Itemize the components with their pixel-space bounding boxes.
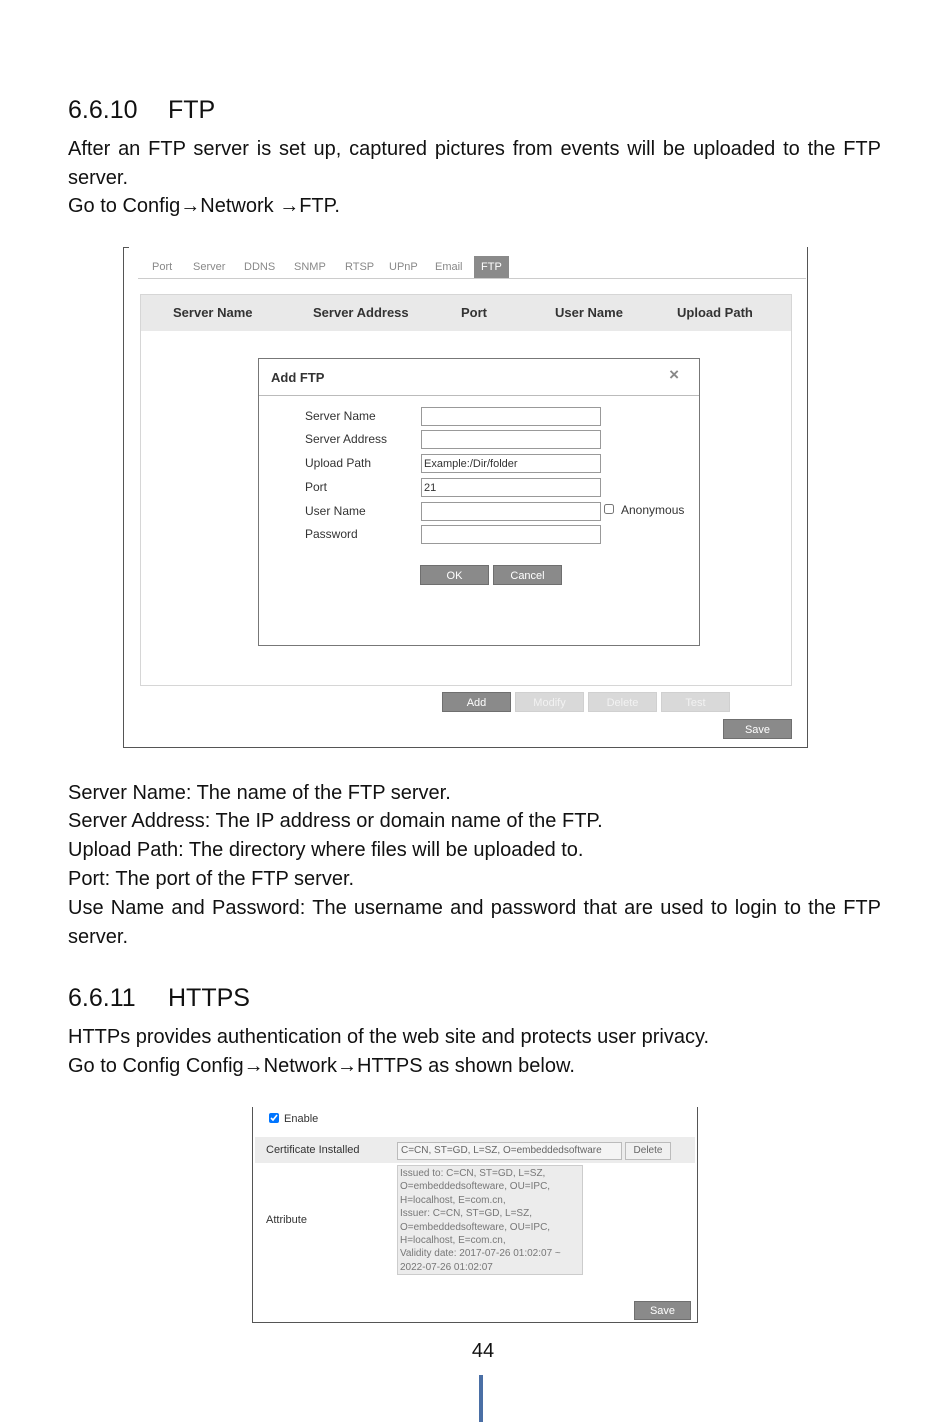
section-number: 6.6.10 [68,96,138,124]
anonymous-checkbox[interactable] [604,504,614,514]
password-input[interactable] [421,525,601,544]
tab-ddns[interactable]: DDNS [244,261,276,273]
desc-port: Port: The port of the FTP server. [68,868,355,890]
server-address-label: Server Address [305,432,388,446]
attribute-line: Validity date: 2017-07-26 01:02:07 ~ [400,1248,561,1260]
server-name-input[interactable] [421,407,601,426]
tab-server[interactable]: Server [193,261,226,273]
desc-upload-path: Upload Path: The directory where files will be uploaded to. [68,839,584,861]
ftp-intro: After an FTP server is set up, captured pictures from events will be uploaded to the FTP server. [68,138,881,189]
tab-email[interactable]: Email [435,261,463,273]
https-intro: HTTPs provides authentication of the web site and protects user privacy. [68,1026,710,1048]
column-upload-path: Upload Path [677,305,753,320]
https-goto: Go to Config Config→Network→HTTPS as shown below. [68,1055,575,1077]
desc-user-password: Use Name and Password: The username and password that are used to login to the FTP server. [68,897,881,948]
attribute-line: Issuer: C=CN, ST=GD, L=SZ, [400,1208,532,1220]
attribute-line: Issued to: C=CN, ST=GD, L=SZ, [400,1168,546,1179]
certificate-label: Certificate Installed [266,1144,360,1156]
https-screenshot [252,1107,698,1323]
delete-button[interactable]: Delete [588,692,657,712]
network-tabs [138,256,806,279]
modify-button[interactable]: Modify [515,692,584,712]
attribute-line: 2022-07-26 01:02:07 [400,1261,493,1273]
enable-checkbox[interactable] [269,1113,279,1123]
tab-rtsp[interactable]: RTSP [345,261,375,273]
test-button[interactable]: Test [661,692,730,712]
add-ftp-dialog [258,358,700,646]
attribute-line: O=embeddedsofteware, OU=IPC, [400,1181,551,1193]
upload-path-label: Upload Path [305,456,372,470]
delete-certificate-button[interactable]: Delete [625,1142,671,1160]
tab-ftp[interactable]: FTP [474,256,509,278]
https-save-button[interactable]: Save [634,1301,691,1320]
user-name-label: User Name [305,504,366,518]
desc-server-address: Server Address: The IP address or domain name of the FTP. [68,810,603,832]
cancel-button[interactable]: Cancel [493,565,562,585]
column-user-name: User Name [555,305,623,320]
section-heading-https [68,984,250,1013]
section-title: FTP [168,96,216,124]
attribute-label: Attribute [266,1214,307,1226]
enable-label: Enable [284,1113,319,1125]
server-name-label: Server Name [305,409,376,423]
section-number: 6.6.11 [68,984,136,1012]
close-icon[interactable]: × [669,365,679,384]
ftp-screenshot [123,247,808,748]
attribute-box [397,1165,583,1275]
add-button[interactable]: Add [442,692,511,712]
dialog-title: Add FTP [271,370,325,385]
ok-button[interactable]: OK [420,565,489,585]
section-heading-ftp [68,96,215,125]
attribute-line: H=localhost, E=com.cn, [400,1235,506,1247]
page-marker [479,1375,483,1422]
column-server-name: Server Name [173,305,253,320]
port-input[interactable] [421,478,601,497]
user-name-input[interactable] [421,502,601,521]
anonymous-label: Anonymous [621,503,685,517]
page-number: 44 [471,1340,495,1362]
save-button[interactable]: Save [723,719,792,739]
table-header [141,295,791,331]
upload-path-input[interactable] [421,454,601,473]
attribute-line: O=embeddedsofteware, OU=IPC, [400,1221,551,1233]
password-label: Password [305,527,358,541]
tab-upnp[interactable]: UPnP [389,261,418,273]
column-server-address: Server Address [313,305,409,320]
section-title: HTTPS [168,984,250,1012]
tab-snmp[interactable]: SNMP [294,261,326,273]
server-address-input[interactable] [421,430,601,449]
dialog-title-bar [259,359,699,396]
tab-port[interactable]: Port [152,261,173,273]
certificate-row [255,1137,695,1163]
desc-server-name: Server Name: The name of the FTP server. [68,782,451,804]
ftp-goto: Go to Config→Network →FTP. [68,195,340,217]
column-port: Port [461,305,487,320]
port-label: Port [305,480,328,494]
attribute-line: H=localhost, E=com.cn, [400,1194,506,1206]
certificate-value: C=CN, ST=GD, L=SZ, O=embeddedsoftware [397,1142,622,1160]
